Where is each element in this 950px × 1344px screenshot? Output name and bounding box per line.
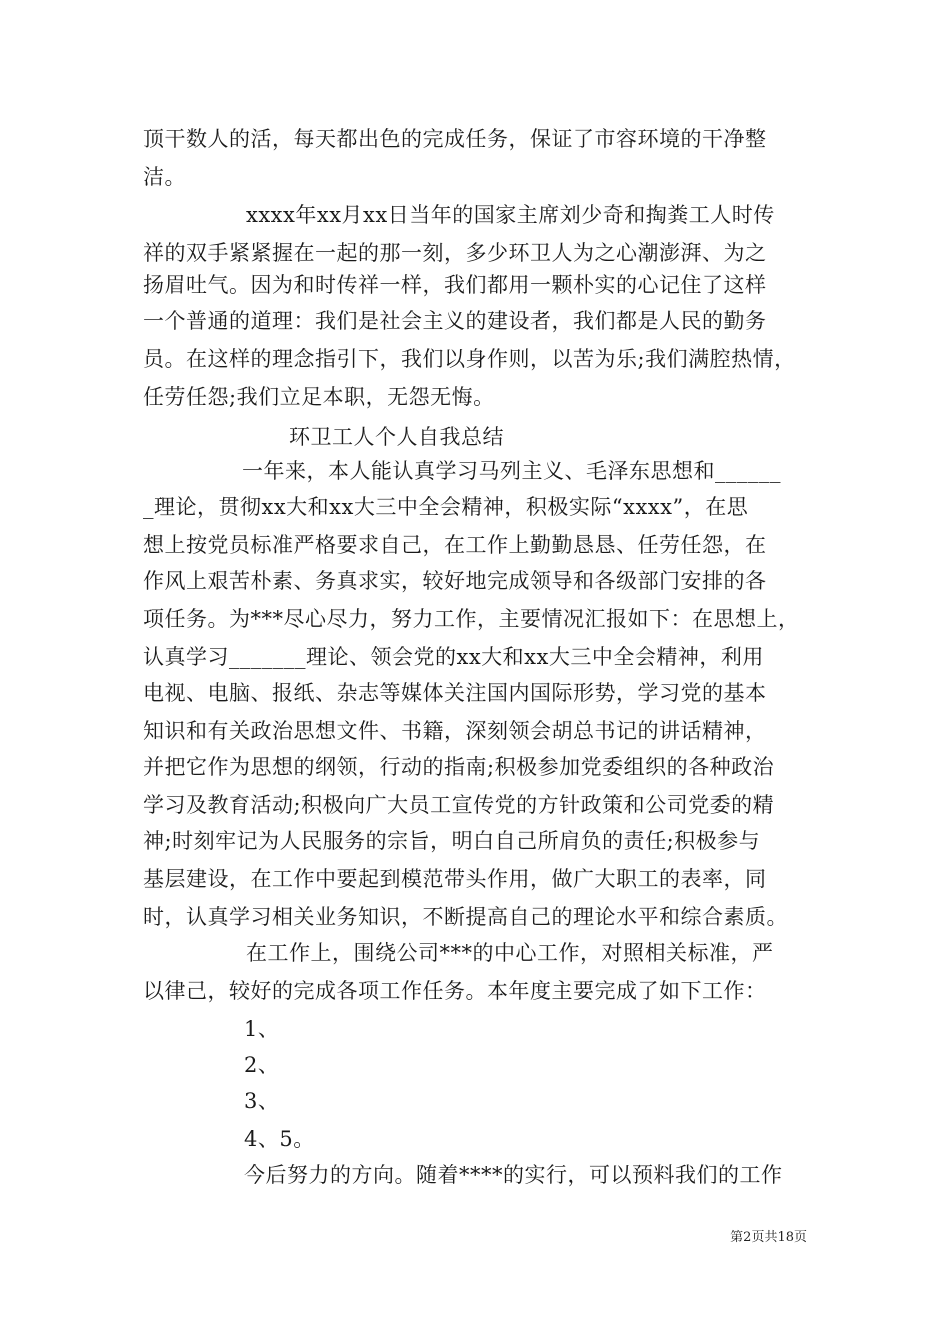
- body-line: 洁。: [143, 165, 186, 189]
- body-line: 基层建设，在工作中要起到模范带头作用，做广大职工的表率，同: [143, 867, 767, 891]
- body-line: xxxx年xx月xx日当年的国家主席刘少奇和掏粪工人时传: [246, 203, 775, 227]
- list-item: 1、: [244, 1017, 280, 1041]
- body-line: 作风上艰苦朴素、务真求实，较好地完成领导和各级部门安排的各: [143, 569, 767, 593]
- body-line: 神;时刻牢记为人民服务的宗旨，明白自己所肩负的责任;积极参与: [143, 829, 761, 853]
- body-line: 顶干数人的活，每天都出色的完成任务，保证了市容环境的干净整: [143, 127, 767, 151]
- list-item: 4、5。: [244, 1127, 315, 1151]
- body-line: _理论，贯彻xx大和xx大三中全会精神，积极实际“xxxx”，在思: [143, 495, 749, 519]
- section-heading: 环卫工人个人自我总结: [289, 425, 504, 449]
- body-line: 学习及教育活动;积极向广大员工宣传党的方针政策和公司党委的精: [143, 793, 775, 817]
- body-line: 今后努力的方向。随着****的实行，可以预料我们的工作: [244, 1163, 783, 1187]
- list-item: 2、: [244, 1053, 280, 1077]
- body-line: 电视、电脑、报纸、杂志等媒体关注国内国际形势，学习党的基本: [143, 681, 767, 705]
- body-line: 项任务。为***尽心尽力，努力工作，主要情况汇报如下：在思想上，: [143, 607, 800, 631]
- body-line: 知识和有关政治思想文件、书籍，深刻领会胡总书记的讲话精神，: [143, 719, 767, 743]
- body-line: 在工作上，围绕公司***的中心工作，对照相关标准，严: [246, 941, 774, 965]
- body-line: 一个普通的道理：我们是社会主义的建设者，我们都是人民的勤务: [143, 309, 767, 333]
- body-line: 想上按党员标准严格要求自己，在工作上勤勤恳恳、任劳任怨，在: [143, 533, 767, 557]
- body-line: 任劳任怨;我们立足本职，无怨无悔。: [143, 385, 495, 409]
- body-line: 祥的双手紧紧握在一起的那一刻，多少环卫人为之心潮澎湃、为之: [143, 241, 767, 265]
- body-line: 时，认真学习相关业务知识，不断提高自己的理论水平和综合素质。: [143, 905, 788, 929]
- page-number: 第2页共18页: [730, 1230, 807, 1245]
- body-line: 一年来，本人能认真学习马列主义、毛泽东思想和______: [242, 459, 781, 483]
- body-line: 并把它作为思想的纲领，行动的指南;积极参加党委组织的各种政治: [143, 755, 775, 779]
- body-line: 员。在这样的理念指引下，我们以身作则，以苦为乐;我们满腔热情，: [143, 347, 796, 371]
- list-item: 3、: [244, 1089, 280, 1113]
- body-line: 扬眉吐气。因为和时传祥一样，我们都用一颗朴实的心记住了这样: [143, 273, 767, 297]
- body-line: 认真学习_______理论、领会党的xx大和xx大三中全会精神，利用: [143, 645, 764, 669]
- body-line: 以律己，较好的完成各项工作任务。本年度主要完成了如下工作：: [143, 979, 767, 1003]
